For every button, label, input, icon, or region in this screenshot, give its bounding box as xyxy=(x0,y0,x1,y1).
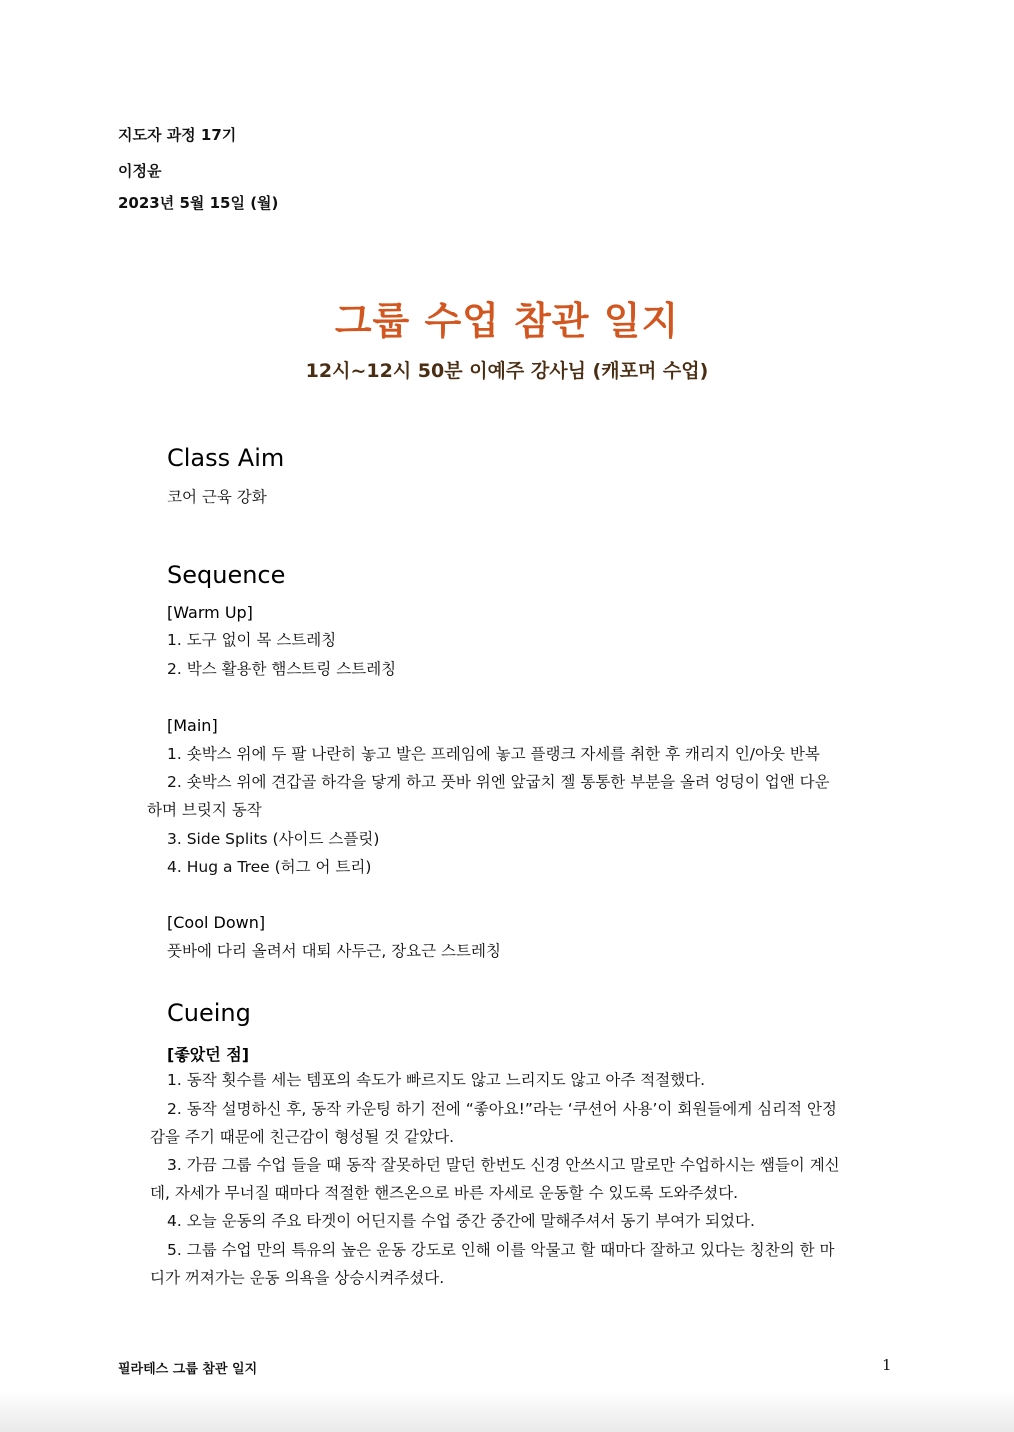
cueing-heading: Cueing xyxy=(167,999,251,1027)
page-number: 1 xyxy=(882,1356,892,1374)
warmup-label: [Warm Up] xyxy=(167,603,253,622)
list-item: 1. 동작 횟수를 세는 템포의 속도가 빠르지도 않고 느리지도 않고 아주 적절했다. xyxy=(167,1071,706,1089)
list-item-continuation: 감을 주기 때문에 친근감이 형성될 것 같았다. xyxy=(150,1128,455,1146)
list-item: 1. 숏박스 위에 두 팔 나란히 놓고 발은 프레임에 놓고 플랭크 자세를 취한 후 캐리지 인/아웃 반복 xyxy=(167,745,820,763)
date-label: 2023년 5월 15일 (월) xyxy=(118,194,279,212)
cooldown-text: 풋바에 다리 올려서 대퇴 사두근, 장요근 스트레칭 xyxy=(167,942,501,960)
footer-title: 필라테스 그룹 참관 일지 xyxy=(118,1362,258,1377)
list-item: 2. 박스 활용한 햄스트링 스트레칭 xyxy=(167,660,397,678)
list-item: 1. 도구 없이 목 스트레칭 xyxy=(167,631,337,649)
list-item: 2. 숏박스 위에 견갑골 하각을 닿게 하고 풋바 위엔 앞굽치 젤 통통한 부분을 올려 엉덩이 업앤 다운 xyxy=(167,773,830,791)
page-title: 그룹 수업 참관 일지 xyxy=(334,299,680,343)
list-item: 2. 동작 설명하신 후, 동작 카운팅 하기 전에 “좋아요!”라는 ‘쿠션어 사용’이 회원들에게 심리적 안정 xyxy=(167,1100,837,1118)
list-item-continuation: 디가 꺼져가는 운동 의욕을 상승시켜주셨다. xyxy=(150,1269,445,1287)
list-item-continuation: 하며 브릿지 동작 xyxy=(147,801,262,819)
course-label: 지도자 과정 17기 xyxy=(118,126,237,144)
cooldown-label: [Cool Down] xyxy=(167,913,266,932)
list-item: 4. 오늘 운동의 주요 타겟이 어딘지를 수업 중간 중간에 말해주셔서 동기 부여가 되었다. xyxy=(167,1212,755,1230)
good-points-label: [좋았던 점] xyxy=(167,1045,250,1064)
main-label: [Main] xyxy=(167,716,218,735)
class-aim-text: 코어 근육 강화 xyxy=(167,488,267,506)
class-aim-heading: Class Aim xyxy=(167,444,285,472)
list-item: 3. Side Splits (사이드 스플릿) xyxy=(167,830,380,848)
list-item: 5. 그룹 수업 만의 특유의 높은 운동 강도로 인해 이를 악물고 할 때마다 잘하고 있다는 칭찬의 한 마 xyxy=(167,1241,835,1259)
page-bottom-shadow xyxy=(0,1390,1014,1432)
author-name: 이정윤 xyxy=(118,162,162,180)
list-item-continuation: 데, 자세가 무너질 때마다 적절한 핸즈온으로 바른 자세로 운동할 수 있도록 도와주셨다. xyxy=(150,1184,739,1202)
list-item: 3. 가끔 그룹 수업 들을 때 동작 잘못하던 말던 한번도 신경 안쓰시고 말로만 수업하시는 쌤들이 계신 xyxy=(167,1156,840,1174)
list-item: 4. Hug a Tree (허그 어 트리) xyxy=(167,858,372,876)
sequence-heading: Sequence xyxy=(167,561,286,589)
page-subtitle: 12시~12시 50분 이예주 강사님 (캐포머 수업) xyxy=(305,360,709,382)
